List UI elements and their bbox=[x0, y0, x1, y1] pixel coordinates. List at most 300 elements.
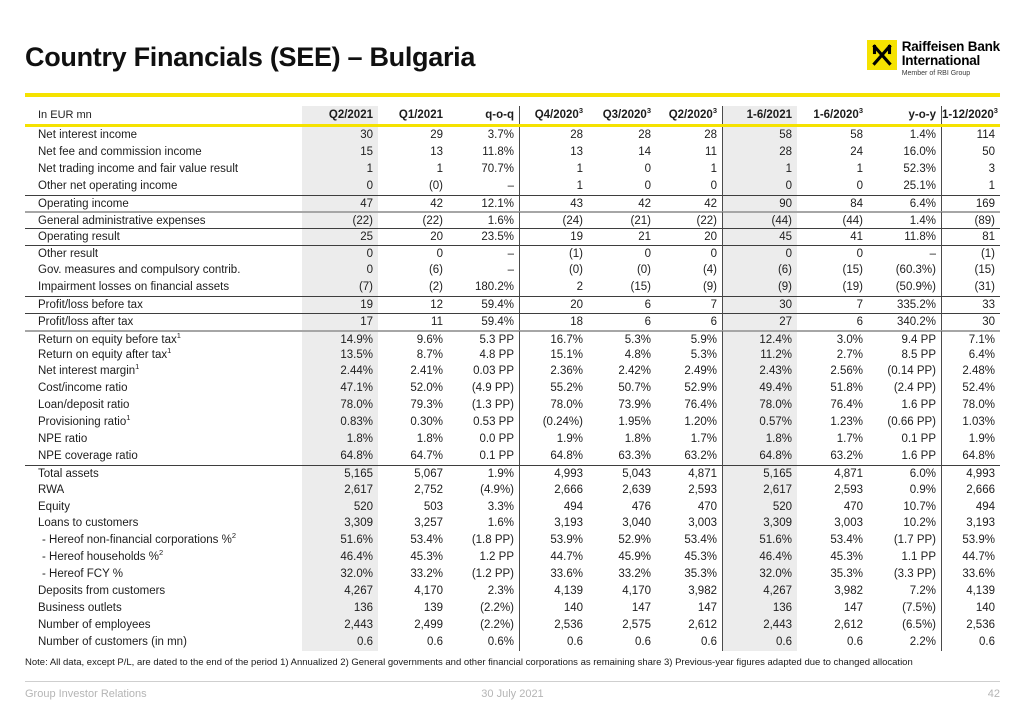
data-cell: 52.9% bbox=[618, 534, 651, 547]
footer bbox=[25, 688, 1000, 700]
data-cell: 90 bbox=[723, 195, 797, 212]
data-cell: (31) bbox=[974, 281, 995, 294]
data-cell: 30 bbox=[942, 313, 1000, 330]
data-cell: 7 bbox=[797, 296, 868, 313]
row-label: Net interest income bbox=[38, 129, 138, 141]
data-cell: (1.7 PP) bbox=[868, 532, 942, 549]
data-cell: (4.9 PP) bbox=[448, 380, 520, 397]
data-cell: 49.4% bbox=[723, 380, 797, 397]
data-cell: 0 bbox=[302, 178, 378, 195]
data-cell: (6) bbox=[723, 262, 797, 279]
data-cell: 147 bbox=[843, 601, 863, 614]
row-label: - Hereof FCY % bbox=[42, 568, 123, 581]
financial-table bbox=[25, 106, 1000, 651]
data-cell: (1.3 PP) bbox=[448, 397, 520, 414]
row-label: Profit/loss after tax bbox=[25, 313, 302, 330]
data-cell: 3,003 bbox=[656, 515, 723, 532]
data-cell: 11 bbox=[378, 313, 448, 330]
data-cell: 12.1% bbox=[448, 195, 520, 212]
table-row bbox=[25, 414, 1000, 431]
table-row bbox=[25, 448, 1000, 465]
data-cell: 2.44% bbox=[302, 363, 378, 380]
row-label: Total assets bbox=[25, 465, 302, 482]
data-cell: 2,443 bbox=[302, 617, 378, 634]
data-cell: 76.4% bbox=[830, 399, 863, 412]
footer-left: Group Investor Relations bbox=[25, 688, 147, 700]
data-cell: 55.2% bbox=[550, 382, 583, 395]
col-header-8: 1-6/2020$^3$ bbox=[813, 106, 863, 121]
data-cell: 1.23% bbox=[830, 416, 863, 429]
data-cell: 76.4% bbox=[656, 397, 723, 414]
data-cell: 5,165 bbox=[302, 465, 378, 482]
data-cell: 1.8% bbox=[416, 433, 443, 446]
data-cell: 0.6 bbox=[567, 635, 583, 648]
data-cell: 1.6% bbox=[448, 515, 520, 532]
data-cell: 46.4% bbox=[723, 549, 797, 566]
data-cell: 2,593 bbox=[834, 483, 863, 496]
data-cell: 53.9% bbox=[550, 534, 583, 547]
data-cell: 0.6 bbox=[847, 635, 863, 648]
logo-name-line2: International bbox=[901, 53, 981, 68]
data-cell: 3,193 bbox=[966, 517, 995, 530]
data-cell: 4,267 bbox=[723, 583, 797, 600]
data-cell: (4.9%) bbox=[448, 482, 520, 499]
row-label: Operating income bbox=[25, 195, 302, 212]
footnote: Note: All data, except P/L, are dated to the end of the period 1) Annualized 2) General governments and other financial corporations as remaining share 3) Previous-year figures adapted due to changed allocation bbox=[25, 657, 913, 668]
data-cell: 1.6 PP bbox=[868, 397, 942, 414]
data-cell: 3,309 bbox=[302, 515, 378, 532]
data-cell: (1) bbox=[520, 245, 588, 262]
data-cell: (44) bbox=[797, 211, 868, 228]
data-cell: 0.57% bbox=[723, 414, 797, 431]
data-cell: 169 bbox=[942, 195, 1000, 212]
data-cell: (6.5%) bbox=[868, 617, 942, 634]
data-cell: 2,617 bbox=[302, 482, 378, 499]
data-cell: 20 bbox=[378, 228, 448, 245]
row-label: Other result bbox=[25, 245, 302, 262]
col-header-7: 1-6/2021 bbox=[723, 106, 797, 124]
row-label: Business outlets bbox=[38, 601, 122, 614]
data-cell: 3.3% bbox=[448, 499, 520, 516]
data-cell: (7) bbox=[302, 279, 378, 296]
table-row bbox=[25, 482, 1000, 499]
data-cell: 78.0% bbox=[723, 397, 797, 414]
data-cell: 4,993 bbox=[942, 465, 1000, 482]
data-cell: (22) bbox=[656, 211, 723, 228]
rbi-logo bbox=[867, 40, 1000, 77]
data-cell: 2,593 bbox=[656, 482, 723, 499]
data-cell: 4,267 bbox=[302, 583, 378, 600]
data-cell: 140 bbox=[563, 601, 583, 614]
data-cell: 2,752 bbox=[414, 483, 443, 496]
data-cell: 0 bbox=[588, 245, 656, 262]
row-label: Return on equity after tax$^1$ bbox=[38, 345, 172, 361]
data-cell: 3,003 bbox=[834, 517, 863, 530]
col-header-9: y-o-y bbox=[868, 106, 942, 124]
data-cell: 0 bbox=[856, 179, 863, 192]
data-cell: 42 bbox=[378, 195, 448, 212]
data-cell: 70.7% bbox=[448, 161, 520, 178]
data-cell: 25 bbox=[302, 228, 378, 245]
data-cell: 3,193 bbox=[554, 517, 583, 530]
table-row bbox=[25, 279, 1000, 296]
title-divider bbox=[25, 93, 1000, 97]
data-cell: 28 bbox=[570, 129, 583, 141]
row-label: Number of employees bbox=[38, 618, 151, 631]
data-cell: 27 bbox=[723, 313, 797, 330]
table-row bbox=[25, 245, 1000, 262]
data-cell: 7.1% bbox=[942, 330, 1000, 347]
table-row bbox=[25, 431, 1000, 448]
data-cell: 3,257 bbox=[414, 517, 443, 530]
data-cell: 2,612 bbox=[834, 618, 863, 631]
data-cell: (0) bbox=[568, 264, 583, 277]
data-cell: 0.30% bbox=[410, 416, 443, 429]
row-label: Net interest margin$^1$ bbox=[38, 362, 140, 378]
data-cell: 12 bbox=[378, 296, 448, 313]
data-cell: 6 bbox=[588, 296, 656, 313]
data-cell: 45.3% bbox=[656, 549, 723, 566]
data-cell: 470 bbox=[843, 500, 863, 513]
data-cell: 0 bbox=[797, 245, 868, 262]
data-cell: 2.48% bbox=[962, 365, 995, 378]
row-label: Net fee and commission income bbox=[38, 145, 202, 158]
data-cell: (60.3%) bbox=[868, 262, 942, 279]
data-cell: 2,499 bbox=[414, 618, 443, 631]
data-cell: 43 bbox=[520, 195, 588, 212]
data-cell: 0.6 bbox=[723, 634, 797, 651]
data-cell: (0.14 PP) bbox=[868, 363, 942, 380]
row-label: Impairment losses on financial assets bbox=[38, 281, 230, 294]
table-row bbox=[25, 617, 1000, 634]
data-cell: (9) bbox=[656, 279, 723, 296]
data-cell: 51.6% bbox=[302, 532, 378, 549]
data-cell: 0.6 bbox=[427, 635, 443, 648]
table-row bbox=[25, 380, 1000, 397]
data-cell: 1 bbox=[302, 161, 378, 178]
data-cell: 4,871 bbox=[797, 465, 868, 482]
data-cell: (22) bbox=[302, 211, 378, 228]
data-cell: 340.2% bbox=[868, 313, 942, 330]
data-cell: 33.6% bbox=[550, 568, 583, 581]
row-label: Net trading income and fair value result bbox=[38, 162, 239, 175]
data-cell: 33.6% bbox=[962, 568, 995, 581]
data-cell: 15 bbox=[302, 144, 378, 161]
data-cell: 50.7% bbox=[618, 382, 651, 395]
data-cell: 0.53 PP bbox=[448, 414, 520, 431]
data-cell: 470 bbox=[656, 499, 723, 516]
row-label: Deposits from customers bbox=[38, 585, 166, 598]
data-cell: 63.2% bbox=[830, 449, 863, 462]
table-row bbox=[25, 515, 1000, 532]
data-cell: 4,170 bbox=[414, 585, 443, 598]
data-cell: 3,982 bbox=[656, 583, 723, 600]
data-cell: 0 bbox=[656, 178, 723, 195]
data-cell: 1.8% bbox=[624, 433, 651, 446]
data-cell: 136 bbox=[302, 600, 378, 617]
data-cell: 44.7% bbox=[550, 551, 583, 564]
data-cell: 11 bbox=[656, 144, 723, 161]
data-cell: (1.8 PP) bbox=[448, 532, 520, 549]
data-cell: 19 bbox=[302, 296, 378, 313]
table-row bbox=[25, 178, 1000, 195]
row-label: Loans to customers bbox=[38, 517, 139, 530]
row-label: Profit/loss before tax bbox=[25, 296, 302, 313]
data-cell: 9.4 PP bbox=[868, 330, 942, 347]
row-label: Equity bbox=[38, 500, 70, 513]
data-cell: 53.4% bbox=[830, 534, 863, 547]
data-cell: 84 bbox=[797, 195, 868, 212]
data-cell: 14 bbox=[638, 145, 651, 158]
data-cell: 52.0% bbox=[410, 382, 443, 395]
data-cell: 53.9% bbox=[962, 534, 995, 547]
data-cell: 2,639 bbox=[622, 483, 651, 496]
data-cell: 11.8% bbox=[448, 144, 520, 161]
data-cell: 2.2% bbox=[868, 634, 942, 651]
table-row bbox=[25, 566, 1000, 583]
footer-page-number: 42 bbox=[987, 688, 1000, 700]
table-row bbox=[25, 397, 1000, 414]
data-cell: 7.2% bbox=[868, 583, 942, 600]
data-cell: (2.2%) bbox=[448, 600, 520, 617]
data-cell: 23.5% bbox=[448, 228, 520, 245]
footer-divider bbox=[25, 681, 1000, 682]
data-cell: (15) bbox=[842, 264, 863, 277]
data-cell: 1 bbox=[436, 162, 443, 175]
table-row bbox=[25, 195, 1000, 212]
row-label: Provisioning ratio$^1$ bbox=[38, 413, 131, 429]
data-cell: 44.7% bbox=[962, 551, 995, 564]
data-cell: (2.4 PP) bbox=[868, 380, 942, 397]
data-cell: 52.9% bbox=[656, 380, 723, 397]
logo-text bbox=[902, 40, 1000, 77]
data-cell: (19) bbox=[842, 281, 863, 294]
data-cell: 180.2% bbox=[448, 279, 520, 296]
row-label: - Hereof households %$^2$ bbox=[42, 548, 164, 564]
data-cell: 1 bbox=[576, 179, 583, 192]
col-header-4: Q4/2020$^3$ bbox=[534, 106, 583, 121]
data-cell: 1.8% bbox=[723, 431, 797, 448]
data-cell: 9.6% bbox=[378, 330, 448, 347]
col-header-2: Q1/2021 bbox=[398, 109, 443, 121]
data-cell: (0.24%) bbox=[542, 416, 583, 429]
data-cell: 1.7% bbox=[836, 433, 863, 446]
data-cell: (15) bbox=[974, 264, 995, 277]
data-cell: 0.9% bbox=[868, 482, 942, 499]
data-cell: 1.9% bbox=[968, 433, 995, 446]
table-row bbox=[25, 262, 1000, 279]
data-cell: 1.6% bbox=[448, 211, 520, 228]
data-cell: 2,612 bbox=[656, 617, 723, 634]
data-cell: 21 bbox=[588, 228, 656, 245]
data-cell: 24 bbox=[850, 145, 863, 158]
data-cell: (1.2 PP) bbox=[448, 566, 520, 583]
data-cell: 33.2% bbox=[618, 568, 651, 581]
data-cell: 30 bbox=[723, 296, 797, 313]
data-cell: 2.41% bbox=[410, 365, 443, 378]
data-cell: 52.3% bbox=[868, 161, 942, 178]
data-cell: 6.4% bbox=[868, 195, 942, 212]
data-cell: 4,139 bbox=[966, 585, 995, 598]
table-row bbox=[25, 549, 1000, 566]
data-cell: 41 bbox=[797, 228, 868, 245]
data-cell: 1 bbox=[723, 161, 797, 178]
data-cell: 3,309 bbox=[723, 515, 797, 532]
row-label: Number of customers (in mn) bbox=[38, 635, 187, 648]
row-label: NPE ratio bbox=[38, 433, 88, 446]
row-label: Cost/income ratio bbox=[38, 382, 128, 395]
row-label: RWA bbox=[38, 483, 65, 496]
data-cell: (21) bbox=[588, 211, 656, 228]
data-cell: 47.1% bbox=[302, 380, 378, 397]
logo-name-line1: Raiffeisen Bank bbox=[901, 39, 1000, 54]
data-cell: 139 bbox=[423, 601, 443, 614]
data-cell: 14.9% bbox=[302, 330, 378, 347]
data-cell: 63.2% bbox=[656, 448, 723, 465]
data-cell: 5.3 PP bbox=[448, 330, 520, 347]
data-cell: 45.9% bbox=[618, 551, 651, 564]
row-label: Return on equity before tax$^1$ bbox=[25, 330, 302, 347]
data-cell: 6 bbox=[656, 313, 723, 330]
data-cell: 32.0% bbox=[302, 566, 378, 583]
data-cell: 11.2% bbox=[723, 347, 797, 364]
data-cell: 4,139 bbox=[554, 585, 583, 598]
data-cell: 2.56% bbox=[830, 365, 863, 378]
data-cell: 59.4% bbox=[448, 313, 520, 330]
data-cell: 520 bbox=[302, 499, 378, 516]
data-cell: (89) bbox=[942, 211, 1000, 228]
logo-subtitle: Member of RBI Group bbox=[901, 70, 971, 77]
data-cell: 11.8% bbox=[868, 228, 942, 245]
data-cell: (2) bbox=[428, 281, 443, 294]
data-cell: 33 bbox=[942, 296, 1000, 313]
data-cell: (9) bbox=[723, 279, 797, 296]
data-cell: 78.0% bbox=[962, 399, 995, 412]
data-cell: (2.2%) bbox=[448, 617, 520, 634]
data-cell: 51.8% bbox=[830, 382, 863, 395]
data-cell: 28 bbox=[723, 144, 797, 161]
data-cell: 1.1 PP bbox=[868, 549, 942, 566]
data-cell: 45.3% bbox=[410, 551, 443, 564]
table-row bbox=[25, 228, 1000, 245]
data-cell: – bbox=[448, 178, 520, 195]
data-cell: 1 bbox=[576, 162, 583, 175]
data-cell: 45.3% bbox=[830, 551, 863, 564]
data-cell: 0 bbox=[302, 245, 378, 262]
data-cell: 64.8% bbox=[302, 448, 378, 465]
data-cell: 1.9% bbox=[448, 465, 520, 482]
data-cell: 4.8 PP bbox=[448, 347, 520, 364]
data-cell: 2.7% bbox=[836, 348, 863, 361]
data-cell: 2,536 bbox=[966, 618, 995, 631]
unit-label: In EUR mn bbox=[38, 109, 92, 121]
col-header-1: Q2/2021 bbox=[302, 106, 378, 124]
data-cell: 0 bbox=[723, 178, 797, 195]
table-row bbox=[25, 347, 1000, 364]
data-cell: 18 bbox=[520, 313, 588, 330]
data-cell: 30 bbox=[302, 127, 378, 144]
data-cell: 494 bbox=[975, 500, 995, 513]
data-cell: 2.43% bbox=[723, 363, 797, 380]
data-cell: 503 bbox=[423, 500, 443, 513]
data-cell: 50 bbox=[982, 145, 995, 158]
data-cell: (7.5%) bbox=[868, 600, 942, 617]
table-row bbox=[25, 313, 1000, 330]
data-cell: 1.7% bbox=[656, 431, 723, 448]
data-cell: 1.2 PP bbox=[448, 549, 520, 566]
table-row bbox=[25, 465, 1000, 482]
data-cell: 17 bbox=[302, 313, 378, 330]
table-row bbox=[25, 330, 1000, 347]
data-cell: 12.4% bbox=[723, 330, 797, 347]
data-cell: 3,982 bbox=[834, 585, 863, 598]
data-cell: (0) bbox=[428, 179, 443, 192]
col-header-6: Q2/2020$^3$ bbox=[656, 106, 723, 124]
data-cell: 335.2% bbox=[868, 296, 942, 313]
data-cell: 20 bbox=[520, 296, 588, 313]
data-cell: 6.0% bbox=[868, 465, 942, 482]
data-cell: 64.8% bbox=[962, 449, 995, 462]
gable-cross-icon bbox=[867, 40, 897, 70]
data-cell: 13.5% bbox=[302, 347, 378, 364]
data-cell: 3 bbox=[988, 162, 995, 175]
data-cell: 0 bbox=[378, 245, 448, 262]
data-cell: 32.0% bbox=[723, 566, 797, 583]
data-cell: 0.0 PP bbox=[448, 431, 520, 448]
row-label: Gov. measures and compulsory contrib. bbox=[38, 264, 241, 277]
data-cell: 5,067 bbox=[378, 465, 448, 482]
data-cell: 0 bbox=[723, 245, 797, 262]
data-cell: – bbox=[448, 245, 520, 262]
data-cell: (6) bbox=[428, 264, 443, 277]
data-cell: (3.3 PP) bbox=[868, 566, 942, 583]
data-cell: 13 bbox=[430, 145, 443, 158]
data-cell: 10.7% bbox=[868, 499, 942, 516]
data-cell: 1.03% bbox=[962, 416, 995, 429]
data-cell: 2.36% bbox=[550, 365, 583, 378]
data-cell: 51.6% bbox=[723, 532, 797, 549]
footer-date: 30 July 2021 bbox=[481, 688, 544, 700]
data-cell: 0 bbox=[644, 179, 651, 192]
data-cell: 4.8% bbox=[624, 348, 651, 361]
data-cell: 29 bbox=[430, 129, 443, 141]
table-row bbox=[25, 211, 1000, 228]
data-cell: 147 bbox=[631, 601, 651, 614]
data-cell: (44) bbox=[723, 211, 797, 228]
data-cell: 147 bbox=[656, 600, 723, 617]
data-cell: 520 bbox=[723, 499, 797, 516]
data-cell: 1.8% bbox=[302, 431, 378, 448]
data-cell: 73.9% bbox=[618, 399, 651, 412]
data-cell: 1 bbox=[856, 162, 863, 175]
page-title: Country Financials (SEE) – Bulgaria bbox=[25, 42, 476, 72]
data-cell: 1.4% bbox=[868, 211, 942, 228]
data-cell: 2,443 bbox=[723, 617, 797, 634]
data-cell: 25.1% bbox=[868, 178, 942, 195]
data-cell: 4,993 bbox=[520, 465, 588, 482]
data-cell: 8.7% bbox=[416, 348, 443, 361]
table-row bbox=[25, 127, 1000, 144]
data-cell: 6 bbox=[588, 313, 656, 330]
data-cell: 1.9% bbox=[556, 433, 583, 446]
data-cell: (22) bbox=[378, 211, 448, 228]
data-cell: 5.3% bbox=[588, 330, 656, 347]
data-cell: (24) bbox=[520, 211, 588, 228]
data-cell: 2 bbox=[576, 281, 583, 294]
data-cell: (15) bbox=[630, 281, 651, 294]
data-cell: 13 bbox=[570, 145, 583, 158]
data-cell: 35.3% bbox=[830, 568, 863, 581]
